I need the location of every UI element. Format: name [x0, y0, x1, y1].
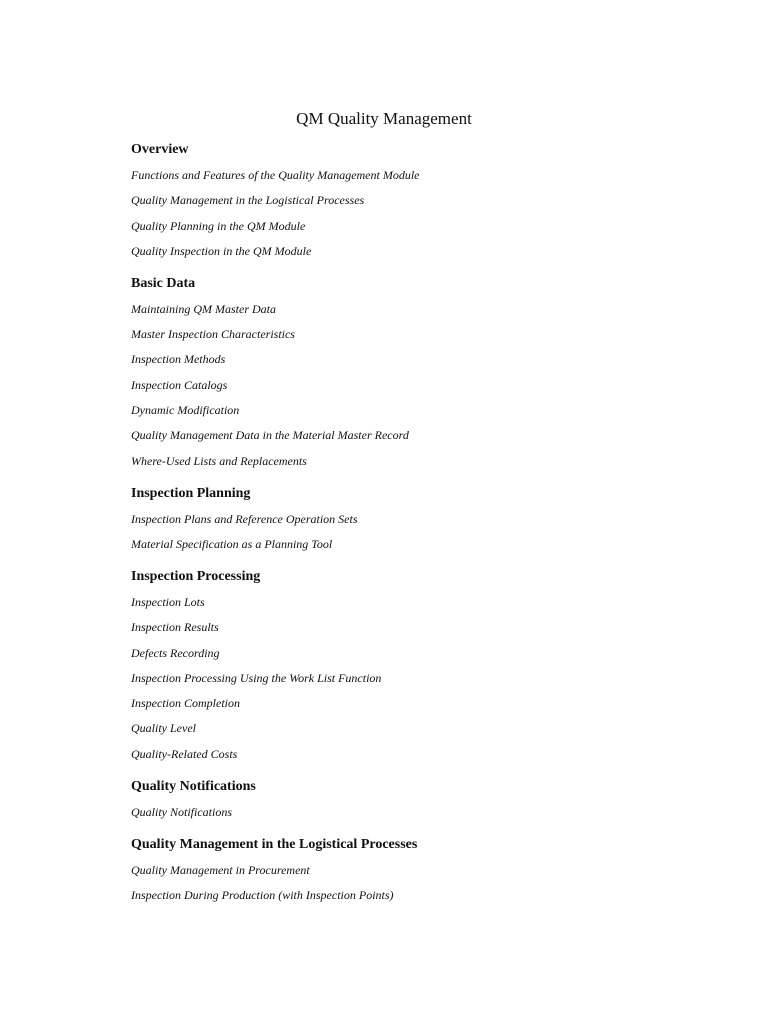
section-heading: Inspection Planning: [131, 485, 251, 501]
section-overview: [131, 141, 731, 259]
toc-link[interactable]: Inspection Processing Using the Work List Function: [131, 670, 382, 685]
section-basic-data: [131, 275, 731, 469]
toc-link[interactable]: Quality Notifications: [131, 804, 232, 819]
toc-link[interactable]: Where-Used Lists and Replacements: [131, 453, 307, 468]
toc-link[interactable]: Quality Management in the Logistical Processes: [131, 193, 365, 208]
toc-link[interactable]: Quality-Related Costs: [131, 746, 238, 761]
section-quality-notifications: [131, 778, 731, 820]
section-heading: Inspection Processing: [131, 568, 261, 584]
toc-link[interactable]: Maintaining QM Master Data: [131, 301, 276, 316]
toc-link[interactable]: Functions and Features of the Quality Management Module: [131, 168, 420, 182]
section-heading: Basic Data: [131, 275, 196, 291]
toc-link[interactable]: Quality Management Data in the Material Master Record: [131, 428, 409, 443]
toc-link[interactable]: Inspection During Production (with Inspection Points): [131, 888, 394, 903]
section-heading: Quality Management in the Logistical Processes: [131, 836, 418, 852]
toc-link[interactable]: Quality Planning in the QM Module: [131, 218, 306, 233]
toc-link[interactable]: Quality Inspection in the QM Module: [131, 243, 312, 258]
toc-link[interactable]: Dynamic Modification: [131, 403, 240, 418]
toc-link[interactable]: Inspection Completion: [131, 696, 240, 711]
table-of-contents: [131, 141, 731, 903]
toc-link[interactable]: Inspection Results: [131, 620, 219, 635]
toc-link[interactable]: Inspection Catalogs: [131, 377, 228, 392]
toc-link[interactable]: Inspection Lots: [131, 594, 205, 609]
toc-link[interactable]: Inspection Methods: [131, 352, 226, 367]
toc-link[interactable]: Quality Management in Procurement: [131, 862, 310, 877]
section-logistical-processes: [131, 836, 731, 903]
toc-link[interactable]: Inspection Plans and Reference Operation Sets: [131, 511, 358, 526]
toc-link[interactable]: Master Inspection Characteristics: [131, 327, 295, 342]
toc-link[interactable]: Defects Recording: [131, 645, 220, 660]
page-title: QM Quality Management: [296, 109, 472, 129]
section-heading: Overview: [131, 142, 189, 157]
section-inspection-processing: [131, 568, 731, 762]
section-heading: Quality Notifications: [131, 778, 256, 794]
toc-link[interactable]: Quality Level: [131, 721, 196, 736]
toc-link[interactable]: Material Specification as a Planning Tool: [131, 536, 333, 551]
section-inspection-planning: [131, 485, 731, 552]
